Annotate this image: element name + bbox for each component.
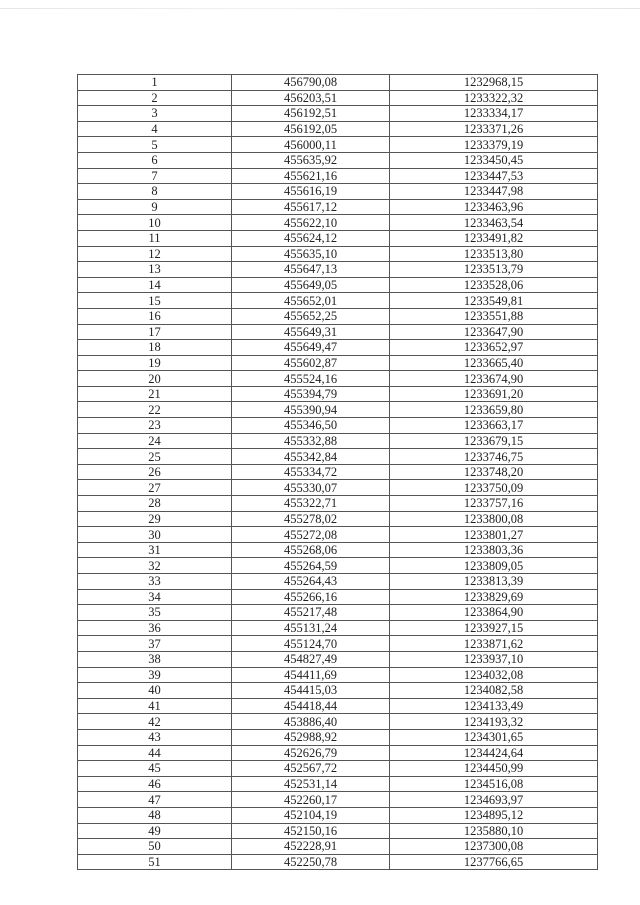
point-number-cell: 32: [78, 558, 232, 574]
x-coordinate-cell: 455649,31: [232, 324, 390, 340]
y-coordinate-cell: 1233757,16: [390, 496, 598, 512]
y-coordinate-cell: 1234193,32: [390, 714, 598, 730]
y-coordinate-cell: 1233937,10: [390, 651, 598, 667]
point-number-cell: 23: [78, 418, 232, 434]
x-coordinate-cell: 452104,19: [232, 807, 390, 823]
point-number-cell: 48: [78, 807, 232, 823]
y-coordinate-cell: 1233513,79: [390, 262, 598, 278]
y-coordinate-cell: 1233750,09: [390, 480, 598, 496]
x-coordinate-cell: 455622,10: [232, 215, 390, 231]
table-row: [78, 262, 598, 278]
table-row: [78, 137, 598, 153]
x-coordinate-cell: 455390,94: [232, 402, 390, 418]
x-coordinate-cell: 455332,88: [232, 433, 390, 449]
point-number-cell: 35: [78, 605, 232, 621]
x-coordinate-cell: 455647,13: [232, 262, 390, 278]
table-row: [78, 807, 598, 823]
table-row: [78, 246, 598, 262]
y-coordinate-cell: 1234133,49: [390, 698, 598, 714]
y-coordinate-cell: 1234424,64: [390, 745, 598, 761]
point-number-cell: 21: [78, 386, 232, 402]
table-row: [78, 293, 598, 309]
point-number-cell: 3: [78, 106, 232, 122]
point-number-cell: 22: [78, 402, 232, 418]
y-coordinate-cell: 1234301,65: [390, 729, 598, 745]
y-coordinate-cell: 1233334,17: [390, 106, 598, 122]
point-number-cell: 47: [78, 792, 232, 808]
x-coordinate-cell: 455278,02: [232, 511, 390, 527]
point-number-cell: 45: [78, 761, 232, 777]
table-row: [78, 667, 598, 683]
x-coordinate-cell: 452567,72: [232, 761, 390, 777]
x-coordinate-cell: 452150,16: [232, 823, 390, 839]
x-coordinate-cell: 455334,72: [232, 464, 390, 480]
x-coordinate-cell: 454415,03: [232, 683, 390, 699]
y-coordinate-cell: 1233447,53: [390, 168, 598, 184]
table-row: [78, 714, 598, 730]
table-row: [78, 761, 598, 777]
x-coordinate-cell: 455649,05: [232, 277, 390, 293]
point-number-cell: 34: [78, 589, 232, 605]
x-coordinate-cell: 456790,08: [232, 75, 390, 91]
point-number-cell: 12: [78, 246, 232, 262]
y-coordinate-cell: 1233491,82: [390, 230, 598, 246]
x-coordinate-cell: 455264,43: [232, 574, 390, 590]
y-coordinate-cell: 1233663,17: [390, 418, 598, 434]
table-row: [78, 839, 598, 855]
point-number-cell: 7: [78, 168, 232, 184]
point-number-cell: 15: [78, 293, 232, 309]
point-number-cell: 24: [78, 433, 232, 449]
table-row: [78, 90, 598, 106]
y-coordinate-cell: 1233463,54: [390, 215, 598, 231]
point-number-cell: 38: [78, 651, 232, 667]
x-coordinate-cell: 455649,47: [232, 340, 390, 356]
point-number-cell: 39: [78, 667, 232, 683]
y-coordinate-cell: 1233665,40: [390, 355, 598, 371]
table-row: [78, 729, 598, 745]
table-row: [78, 355, 598, 371]
y-coordinate-cell: 1233379,19: [390, 137, 598, 153]
table-row: [78, 605, 598, 621]
point-number-cell: 28: [78, 496, 232, 512]
point-number-cell: 27: [78, 480, 232, 496]
x-coordinate-cell: 455624,12: [232, 230, 390, 246]
point-number-cell: 26: [78, 464, 232, 480]
y-coordinate-cell: 1237300,08: [390, 839, 598, 855]
table-row: [78, 558, 598, 574]
y-coordinate-cell: 1234516,08: [390, 776, 598, 792]
y-coordinate-cell: 1235880,10: [390, 823, 598, 839]
table-row: [78, 371, 598, 387]
x-coordinate-cell: 456192,51: [232, 106, 390, 122]
x-coordinate-cell: 453886,40: [232, 714, 390, 730]
y-coordinate-cell: 1233450,45: [390, 152, 598, 168]
table-row: [78, 75, 598, 91]
table-row: [78, 308, 598, 324]
point-number-cell: 36: [78, 620, 232, 636]
y-coordinate-cell: 1233528,06: [390, 277, 598, 293]
coordinates-table-body: [78, 75, 598, 870]
table-row: [78, 527, 598, 543]
y-coordinate-cell: 1233800,08: [390, 511, 598, 527]
x-coordinate-cell: 454418,44: [232, 698, 390, 714]
table-row: [78, 745, 598, 761]
table-row: [78, 480, 598, 496]
point-number-cell: 10: [78, 215, 232, 231]
y-coordinate-cell: 1233746,75: [390, 449, 598, 465]
table-row: [78, 854, 598, 870]
point-number-cell: 41: [78, 698, 232, 714]
table-row: [78, 776, 598, 792]
table-row: [78, 449, 598, 465]
point-number-cell: 50: [78, 839, 232, 855]
table-row: [78, 418, 598, 434]
table-row: [78, 542, 598, 558]
y-coordinate-cell: 1234082,58: [390, 683, 598, 699]
point-number-cell: 49: [78, 823, 232, 839]
table-row: [78, 433, 598, 449]
table-row: [78, 496, 598, 512]
table-row: [78, 698, 598, 714]
table-row: [78, 620, 598, 636]
coordinates-table: [77, 74, 598, 870]
y-coordinate-cell: 1234450,99: [390, 761, 598, 777]
point-number-cell: 9: [78, 199, 232, 215]
table-row: [78, 823, 598, 839]
y-coordinate-cell: 1233829,69: [390, 589, 598, 605]
point-number-cell: 30: [78, 527, 232, 543]
table-row: [78, 152, 598, 168]
y-coordinate-cell: 1233679,15: [390, 433, 598, 449]
point-number-cell: 42: [78, 714, 232, 730]
x-coordinate-cell: 455621,16: [232, 168, 390, 184]
x-coordinate-cell: 455652,01: [232, 293, 390, 309]
y-coordinate-cell: 1233748,20: [390, 464, 598, 480]
y-coordinate-cell: 1233551,88: [390, 308, 598, 324]
y-coordinate-cell: 1233513,80: [390, 246, 598, 262]
point-number-cell: 18: [78, 340, 232, 356]
point-number-cell: 14: [78, 277, 232, 293]
x-coordinate-cell: 455342,84: [232, 449, 390, 465]
table-row: [78, 589, 598, 605]
y-coordinate-cell: 1233549,81: [390, 293, 598, 309]
y-coordinate-cell: 1233463,96: [390, 199, 598, 215]
x-coordinate-cell: 456192,05: [232, 121, 390, 137]
table-row: [78, 199, 598, 215]
table-row: [78, 464, 598, 480]
table-row: [78, 636, 598, 652]
point-number-cell: 5: [78, 137, 232, 153]
y-coordinate-cell: 1233864,90: [390, 605, 598, 621]
y-coordinate-cell: 1233801,27: [390, 527, 598, 543]
x-coordinate-cell: 456203,51: [232, 90, 390, 106]
x-coordinate-cell: 455635,10: [232, 246, 390, 262]
y-coordinate-cell: 1234032,08: [390, 667, 598, 683]
point-number-cell: 13: [78, 262, 232, 278]
y-coordinate-cell: 1233674,90: [390, 371, 598, 387]
x-coordinate-cell: 455330,07: [232, 480, 390, 496]
x-coordinate-cell: 455616,19: [232, 184, 390, 200]
y-coordinate-cell: 1233647,90: [390, 324, 598, 340]
x-coordinate-cell: 455322,71: [232, 496, 390, 512]
table-row: [78, 792, 598, 808]
y-coordinate-cell: 1233322,32: [390, 90, 598, 106]
x-coordinate-cell: 455524,16: [232, 371, 390, 387]
x-coordinate-cell: 455652,25: [232, 308, 390, 324]
point-number-cell: 46: [78, 776, 232, 792]
x-coordinate-cell: 455635,92: [232, 152, 390, 168]
point-number-cell: 25: [78, 449, 232, 465]
y-coordinate-cell: 1233371,26: [390, 121, 598, 137]
point-number-cell: 1: [78, 75, 232, 91]
y-coordinate-cell: 1233871,62: [390, 636, 598, 652]
point-number-cell: 37: [78, 636, 232, 652]
x-coordinate-cell: 452626,79: [232, 745, 390, 761]
x-coordinate-cell: 452260,17: [232, 792, 390, 808]
y-coordinate-cell: 1233691,20: [390, 386, 598, 402]
y-coordinate-cell: 1234895,12: [390, 807, 598, 823]
table-row: [78, 121, 598, 137]
x-coordinate-cell: 452531,14: [232, 776, 390, 792]
x-coordinate-cell: 455602,87: [232, 355, 390, 371]
y-coordinate-cell: 1233659,80: [390, 402, 598, 418]
x-coordinate-cell: 455617,12: [232, 199, 390, 215]
x-coordinate-cell: 452250,78: [232, 854, 390, 870]
point-number-cell: 8: [78, 184, 232, 200]
x-coordinate-cell: 455124,70: [232, 636, 390, 652]
point-number-cell: 4: [78, 121, 232, 137]
x-coordinate-cell: 455264,59: [232, 558, 390, 574]
point-number-cell: 33: [78, 574, 232, 590]
table-row: [78, 651, 598, 667]
point-number-cell: 11: [78, 230, 232, 246]
table-row: [78, 106, 598, 122]
table-row: [78, 511, 598, 527]
x-coordinate-cell: 455346,50: [232, 418, 390, 434]
x-coordinate-cell: 452228,91: [232, 839, 390, 855]
table-row: [78, 230, 598, 246]
point-number-cell: 43: [78, 729, 232, 745]
table-row: [78, 402, 598, 418]
table-row: [78, 184, 598, 200]
y-coordinate-cell: 1233813,39: [390, 574, 598, 590]
x-coordinate-cell: 455272,08: [232, 527, 390, 543]
point-number-cell: 19: [78, 355, 232, 371]
x-coordinate-cell: 456000,11: [232, 137, 390, 153]
x-coordinate-cell: 455266,16: [232, 589, 390, 605]
table-row: [78, 168, 598, 184]
table-row: [78, 340, 598, 356]
point-number-cell: 40: [78, 683, 232, 699]
x-coordinate-cell: 454827,49: [232, 651, 390, 667]
point-number-cell: 6: [78, 152, 232, 168]
x-coordinate-cell: 455131,24: [232, 620, 390, 636]
point-number-cell: 51: [78, 854, 232, 870]
point-number-cell: 31: [78, 542, 232, 558]
x-coordinate-cell: 452988,92: [232, 729, 390, 745]
y-coordinate-cell: 1233927,15: [390, 620, 598, 636]
y-coordinate-cell: 1237766,65: [390, 854, 598, 870]
y-coordinate-cell: 1233803,36: [390, 542, 598, 558]
point-number-cell: 44: [78, 745, 232, 761]
table-row: [78, 277, 598, 293]
point-number-cell: 17: [78, 324, 232, 340]
table-row: [78, 683, 598, 699]
point-number-cell: 2: [78, 90, 232, 106]
x-coordinate-cell: 455268,06: [232, 542, 390, 558]
y-coordinate-cell: 1232968,15: [390, 75, 598, 91]
y-coordinate-cell: 1233447,98: [390, 184, 598, 200]
table-row: [78, 574, 598, 590]
x-coordinate-cell: 455217,48: [232, 605, 390, 621]
point-number-cell: 29: [78, 511, 232, 527]
point-number-cell: 20: [78, 371, 232, 387]
table-row: [78, 215, 598, 231]
x-coordinate-cell: 454411,69: [232, 667, 390, 683]
y-coordinate-cell: 1233652,97: [390, 340, 598, 356]
y-coordinate-cell: 1234693,97: [390, 792, 598, 808]
y-coordinate-cell: 1233809,05: [390, 558, 598, 574]
point-number-cell: 16: [78, 308, 232, 324]
scan-top-edge: [0, 8, 640, 9]
table-row: [78, 324, 598, 340]
table-row: [78, 386, 598, 402]
x-coordinate-cell: 455394,79: [232, 386, 390, 402]
